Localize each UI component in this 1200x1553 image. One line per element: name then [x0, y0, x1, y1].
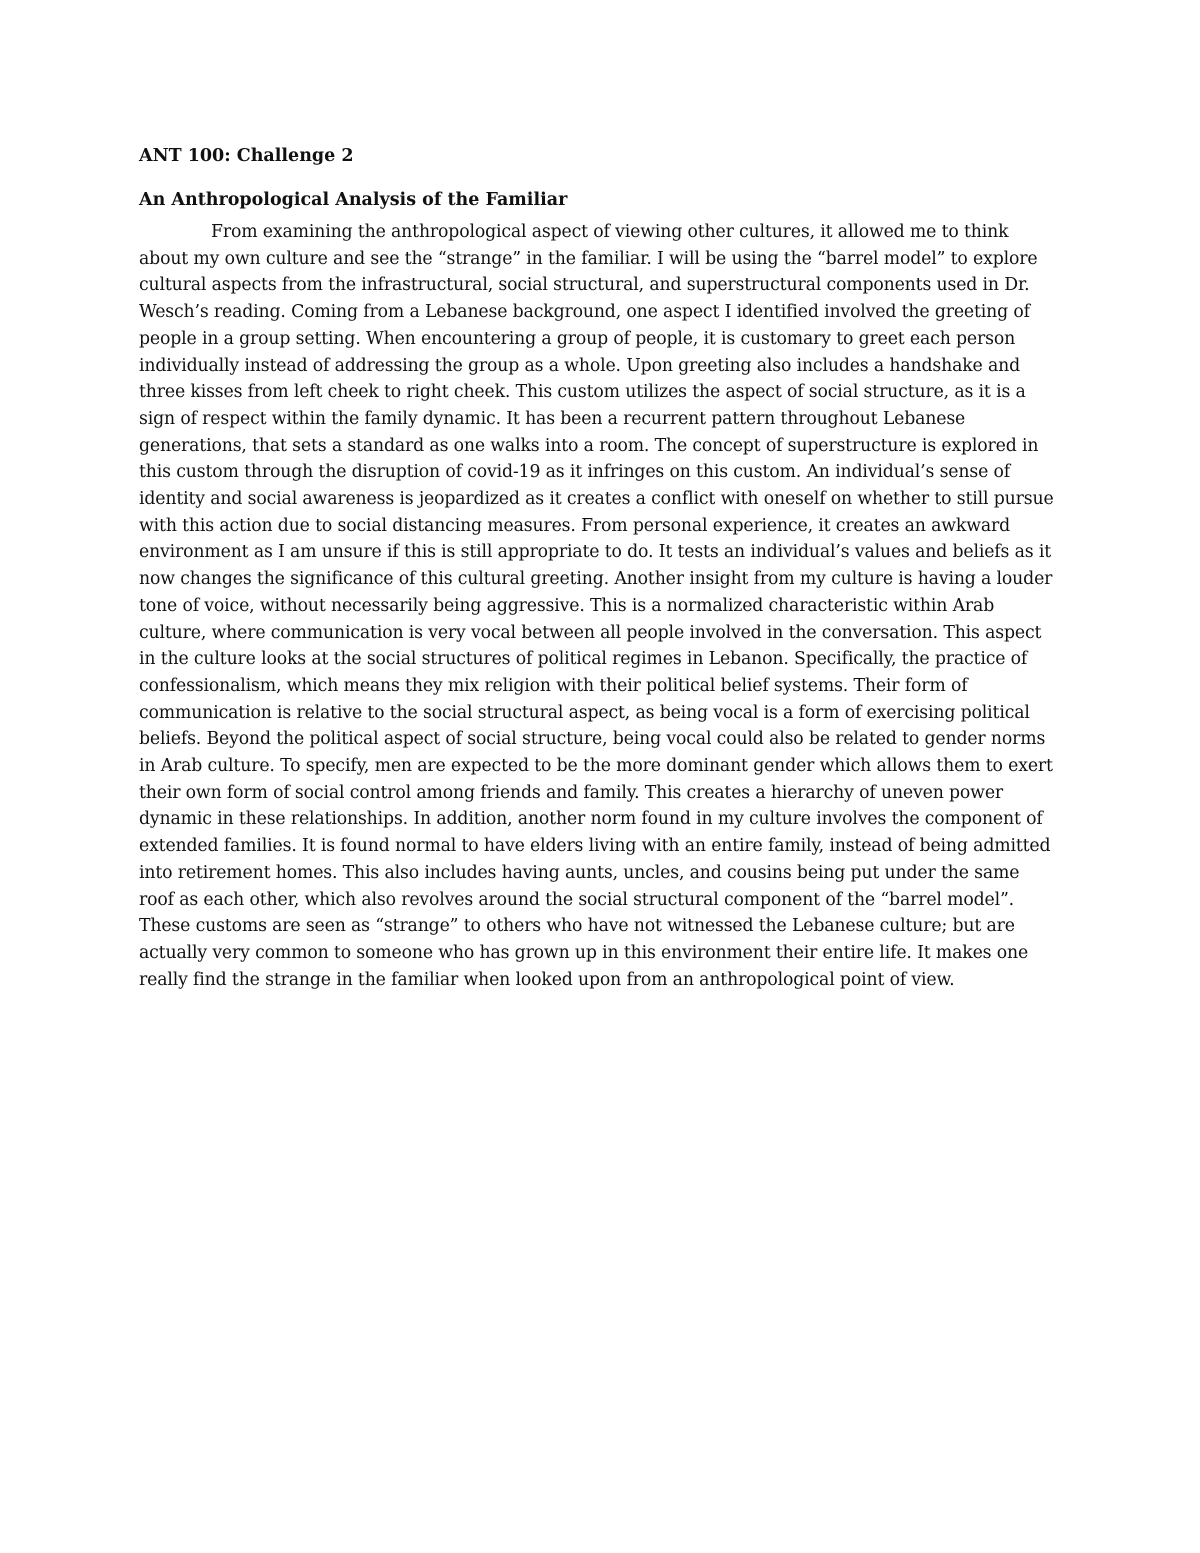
document-subtitle: An Anthropological Analysis of the Familiar — [139, 190, 568, 210]
document-content — [139, 143, 1059, 993]
body-paragraph: From examining the anthropological aspect of viewing other cultures, it allowed me to think about my own culture and see the “strange” in the familiar. I will be using the “barrel model” to explore cultural aspects from the infrastructural, social structural, and superstructural components used in Dr. Wesch’s reading. Coming from a Lebanese background, one aspect I identified involved the greeting of people in a group setting. When encountering a group of people, it is customary to greet each person individually instead of addressing the group as a whole. Upon greeting also includes a handshake and three kisses from left cheek to right cheek. This custom utilizes the aspect of social structure, as it is a sign of respect within the family dynamic. It has been a recurrent pattern throughout Lebanese generations, that sets a standard as one walks into a room. The concept of superstructure is explored in this custom through the disruption of covid-19 as it infringes on this custom. An individual’s sense of identity and social awareness is jeopardized as it creates a conflict with oneself on whether to still pursue with this action due to social distancing measures. From personal experience, it creates an awkward environment as I am unsure if this is still appropriate to do. It tests an individual’s values and beliefs as it now changes the significance of this cultural greeting. Another insight from my culture is having a louder tone of voice, without necessarily being aggressive. This is a normalized characteristic within Arab culture, where communication is very vocal between all people involved in the conversation. This aspect in the culture looks at the social structures of political regimes in Lebanon. Specifically, the practice of confessionalism, which means they mix religion with their political belief systems. Their form of communication is relative to the social structural aspect, as being vocal is a form of exercising political beliefs. Beyond the political aspect of social structure, being vocal could also be related to gender norms in Arab culture. To specify, men are expected to be the more dominant gender which allows them to exert their own form of social control among friends and family. This creates a hierarchy of uneven power dynamic in these relationships. In addition, another norm found in my culture involves the component of extended families. It is found normal to have elders living with an entire family, instead of being admitted into retirement homes. This also includes having aunts, uncles, and cousins being put under the same roof as each other, which also revolves around the social structural component of the “barrel model”. These customs are seen as “strange” to others who have not witnessed the Lebanese culture; but are actually very common to someone who has grown up in this environment their entire life. It makes one really find the strange in the familiar when looked upon from an anthropological point of view. — [139, 222, 1054, 990]
document-title: ANT 100: Challenge 2 — [139, 146, 354, 166]
